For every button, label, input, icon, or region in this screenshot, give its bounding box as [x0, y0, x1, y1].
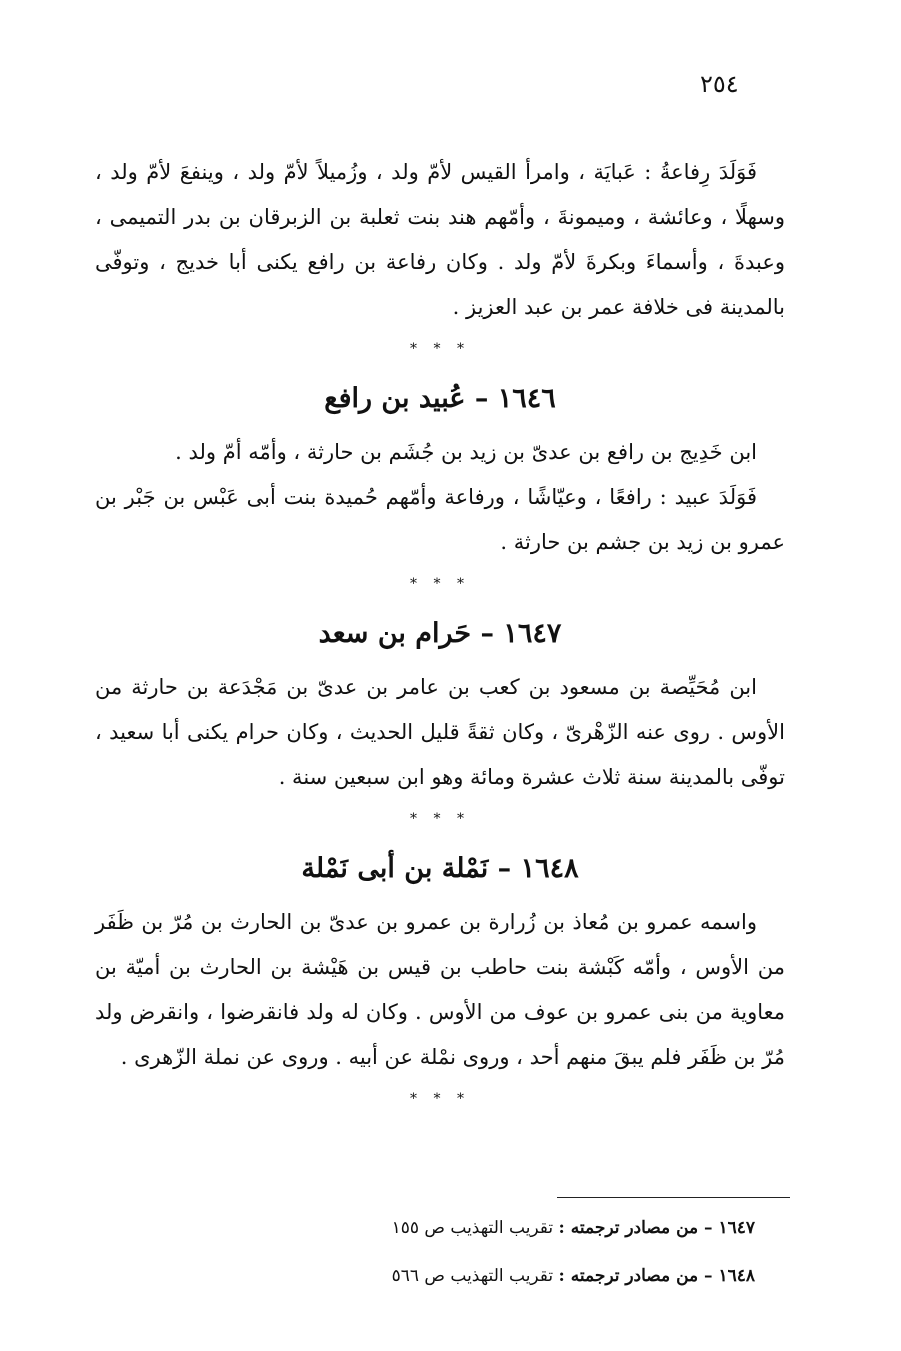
entry-1647: [95, 603, 785, 800]
entry-title: ١٦٤٨ – نَمْلة بن أبى نَمْلة: [301, 853, 579, 884]
page-body: [95, 150, 785, 1118]
entry-title: ١٦٤٧ – حَرام بن سعد: [318, 618, 562, 649]
footnote-label: ١٦٤٧ – من مصادر ترجمته :: [558, 1218, 755, 1238]
footnote-label: ١٦٤٨ – من مصادر ترجمته :: [558, 1266, 755, 1286]
entry-1646: [95, 368, 785, 565]
footnote-1648: [300, 1256, 755, 1304]
section-separator: * * *: [410, 341, 470, 357]
entry-1648: [95, 838, 785, 1080]
footnote-1647: [300, 1208, 755, 1256]
section-separator: * * *: [410, 576, 470, 592]
entry-paragraph: ابن خَدِيج بن رافع بن عدىّ بن زيد بن جُشَم بن حارثة ، وأمّه أمّ ولد .: [175, 440, 757, 464]
intro-paragraph: فَوَلَدَ رِفاعةُ : عَبايَة ، وامرأ القيس لأمّ ولد ، وزُميلاً لأمّ ولد ، وينفعَ لأمّ ولد ، وسهلًا ، وعائشة ، وميمونةَ ، وأمّهم هند بنت ثعلبة بن الزبرقان بن بدر التميمى ، وعبدةَ ، وأسماءَ وبكرةَ لأمّ ولد . وكان رفاعة بن رافع يكنى أبا خديج ، وتوفّى بالمدينة فى خلافة عمر بن عبد العزيز .: [95, 160, 785, 319]
footnote-text: تقريب التهذيب ص ١٥٥: [391, 1218, 559, 1238]
footnote-divider: [557, 1197, 790, 1198]
section-separator: * * *: [410, 811, 470, 827]
entry-paragraph: فَوَلَدَ عبيد : رافعًا ، وعيّاشًا ، ورفاعة وأمّهم حُميدة بنت أبى عَبْس بن جَبْر بن عمرو بن زيد بن جشم بن حارثة .: [95, 485, 785, 554]
entry-paragraph: واسمه عمرو بن مُعاذ بن زُرارة بن عمرو بن عدىّ بن الحارث بن مُرّ بن ظَفَر من الأوس ، وأمّه كَبْشة بنت حاطب بن قيس بن هَيْشة بن الحارث بن أميّة بن معاوية من بنى عمرو بن عوف من الأوس . وكان له ولد فانقرضوا ، وانقرض ولد مُرّ بن ظَفَر فلم يبقَ منهم أحد ، وروى نمْلة عن أبيه . وروى عن نملة الزّهرى .: [95, 910, 785, 1069]
page-number: ٢٥٤: [700, 70, 739, 98]
footnotes: [300, 1208, 755, 1304]
entry-paragraph: ابن مُحَيِّصة بن مسعود بن كعب بن عامر بن عدىّ بن مَجْدَعة بن حارثة من الأوس . روى عنه الزّهْرىّ ، وكان ثقةً قليل الحديث ، وكان حرام يكنى أبا سعيد ، توفّى بالمدينة سنة ثلاث عشرة ومائة وهو ابن سبعين سنة .: [95, 675, 785, 789]
entry-title: ١٦٤٦ – عُبيد بن رافع: [324, 383, 556, 414]
section-separator: * * *: [410, 1091, 470, 1107]
footnote-text: تقريب التهذيب ص ٥٦٦: [391, 1266, 559, 1286]
